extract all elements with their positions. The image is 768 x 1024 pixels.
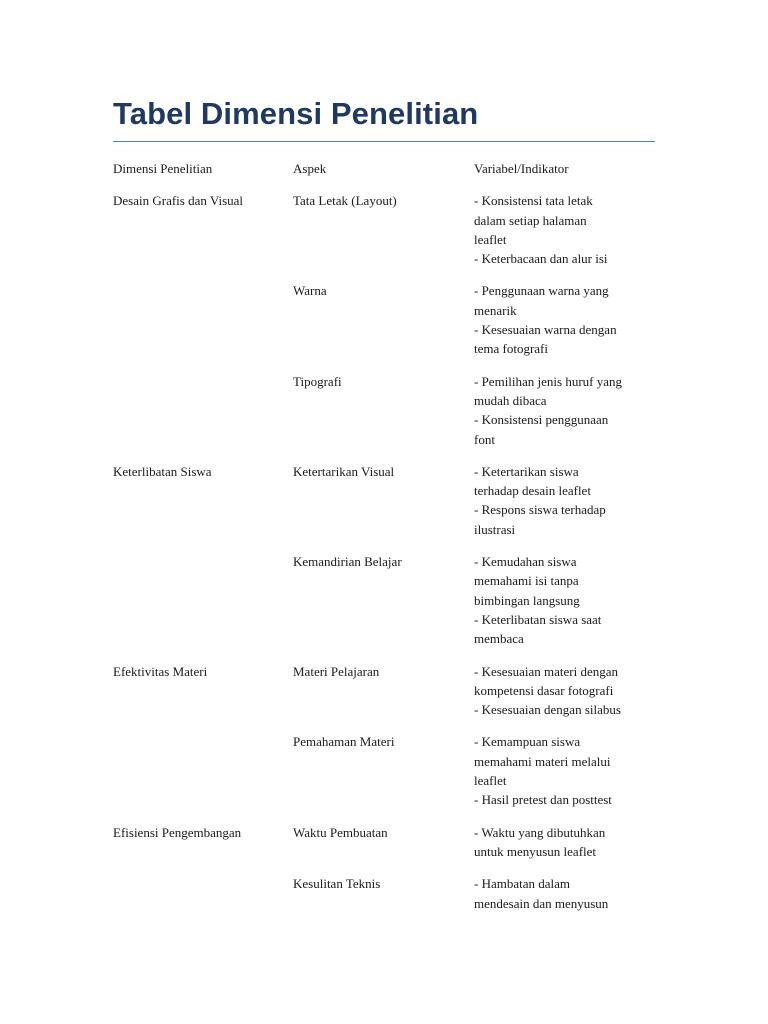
table-row (113, 462, 655, 539)
indicator-line: bimbingan langsung (474, 592, 580, 608)
indicator-line: - Hasil pretest dan posttest (474, 792, 612, 808)
aspect-cell: Materi Pelajaran (293, 663, 380, 679)
indicator-line: leaflet (474, 231, 507, 247)
indicator-line: - Kemudahan siswa (474, 554, 577, 570)
indicator-line: ilustrasi (474, 521, 516, 537)
indicator-line: - Keterbacaan dan alur isi (474, 251, 608, 267)
indicator-cell (474, 662, 655, 720)
indicator-line: - Respons siswa terhadap (474, 502, 606, 518)
indicator-line: leaflet (474, 773, 507, 789)
indicator-line: - Kesesuaian materi dengan (474, 663, 619, 679)
aspect-cell: Waktu Pembuatan (293, 824, 388, 840)
header-indicator: Variabel/Indikator (474, 161, 569, 176)
table-row (113, 662, 655, 720)
indicator-line: - Waktu yang dibutuhkan (474, 824, 606, 840)
indicator-line: mudah dibaca (474, 392, 547, 408)
indicator-cell (474, 462, 655, 539)
aspect-cell: Kemandirian Belajar (293, 554, 402, 570)
dimension-cell: Efisiensi Pengembangan (113, 824, 242, 840)
dimension-cell: Efektivitas Materi (113, 663, 208, 679)
table-row (113, 281, 655, 358)
indicator-line: kompetensi dasar fotografi (474, 682, 614, 698)
indicator-line: terhadap desain leaflet (474, 483, 591, 499)
indicator-cell (474, 823, 655, 862)
header-dimension: Dimensi Penelitian (113, 161, 213, 176)
table-row (113, 874, 655, 913)
indicator-line: - Hambatan dalam (474, 876, 571, 892)
indicator-cell (474, 874, 655, 913)
indicator-line: membaca (474, 631, 524, 647)
indicator-line: - Pemilihan jenis huruf yang (474, 373, 623, 389)
aspect-cell: Tata Letak (Layout) (293, 193, 397, 209)
indicator-line: menarik (474, 302, 517, 318)
dimension-cell: Keterlibatan Siswa (113, 463, 212, 479)
dimension-cell: Desain Grafis dan Visual (113, 193, 244, 209)
indicator-line: - Keterlibatan siswa saat (474, 611, 602, 627)
aspect-cell: Warna (293, 283, 327, 299)
indicator-line: - Kemampuan siswa (474, 734, 581, 750)
dimension-table (113, 159, 655, 913)
indicator-cell (474, 372, 655, 449)
indicator-cell (474, 281, 655, 358)
aspect-cell: Tipografi (293, 373, 342, 389)
table-header-row (113, 159, 655, 178)
indicator-line: - Kesesuaian warna dengan (474, 322, 617, 338)
indicator-line: memahami materi melalui (474, 753, 611, 769)
indicator-cell (474, 552, 655, 648)
indicator-line: dalam setiap halaman (474, 212, 587, 228)
indicator-line: memahami isi tanpa (474, 573, 579, 589)
indicator-line: - Konsistensi tata letak (474, 193, 593, 209)
aspect-cell: Ketertarikan Visual (293, 463, 395, 479)
table-row (113, 552, 655, 648)
document-page (113, 92, 655, 926)
table-row (113, 191, 655, 268)
aspect-cell: Kesulitan Teknis (293, 876, 381, 892)
aspect-cell: Pemahaman Materi (293, 734, 395, 750)
indicator-line: - Ketertarikan siswa (474, 463, 579, 479)
document-title: Tabel Dimensi Penelitian (113, 92, 655, 142)
table-row (113, 732, 655, 809)
indicator-cell (474, 191, 655, 268)
indicator-line: mendesain dan menyusun (474, 895, 609, 911)
indicator-cell (474, 732, 655, 809)
header-aspect: Aspek (293, 161, 327, 176)
indicator-line: untuk menyusun leaflet (474, 843, 597, 859)
indicator-line: - Penggunaan warna yang (474, 283, 609, 299)
indicator-line: font (474, 431, 495, 447)
table-row (113, 372, 655, 449)
table-row (113, 823, 655, 862)
indicator-line: - Kesesuaian dengan silabus (474, 702, 621, 718)
indicator-line: - Konsistensi penggunaan (474, 412, 609, 428)
indicator-line: tema fotografi (474, 341, 548, 357)
